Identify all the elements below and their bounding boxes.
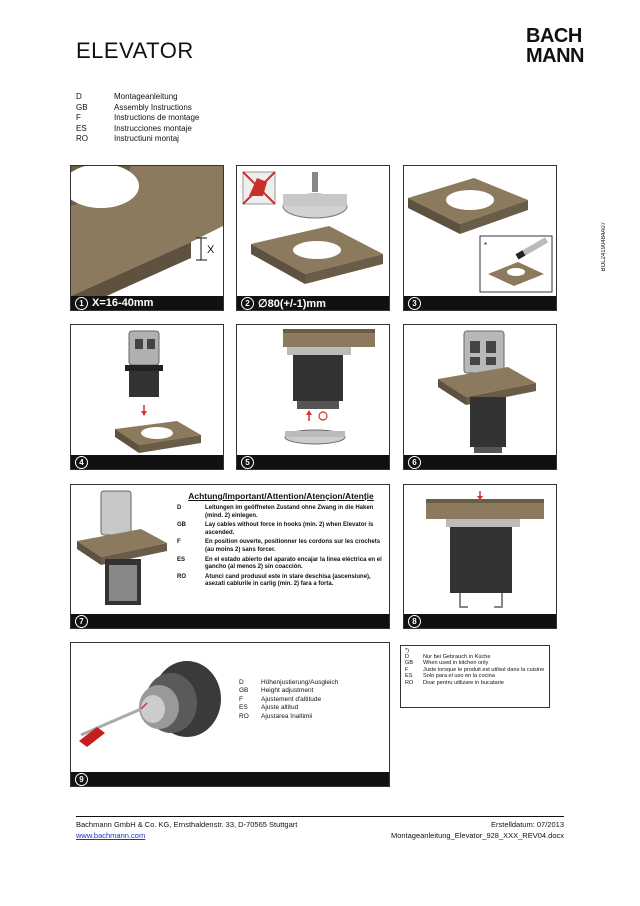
step-number: 3 bbox=[408, 297, 421, 310]
footer-filename: Montageanleitung_Elevator_928_XXX_REV04.docx bbox=[390, 831, 564, 840]
warning-row bbox=[177, 522, 385, 537]
warning-text: Leitungen im geöffneten Zustand ohne Zwang in die Haken (mind. 2) einlegen. bbox=[205, 505, 374, 519]
height-adjustment-block bbox=[239, 679, 338, 721]
step-3-panel bbox=[403, 165, 557, 311]
height-row bbox=[239, 687, 338, 695]
step-7-panel bbox=[70, 484, 390, 629]
underside-view-illustration bbox=[404, 485, 556, 628]
step-2-panel bbox=[236, 165, 390, 311]
height-code: ES bbox=[239, 704, 248, 712]
language-code: ES bbox=[76, 123, 87, 133]
warning-text: Lay cables without force in hooks (min. 2) when Elevator is ascended. bbox=[205, 522, 374, 536]
height-row bbox=[239, 713, 338, 721]
bachmann-logo bbox=[526, 26, 584, 66]
step-9-bar bbox=[71, 772, 389, 786]
warning-code: D bbox=[177, 505, 182, 511]
step-2-bar bbox=[237, 296, 389, 310]
height-text: Ajuste altitud bbox=[261, 704, 299, 712]
logo-line-2: MANN bbox=[526, 45, 584, 67]
warning-code: ES bbox=[177, 556, 186, 563]
note-row bbox=[405, 680, 545, 686]
step-1-bar bbox=[71, 296, 223, 310]
warning-row bbox=[177, 539, 385, 554]
step-8-panel bbox=[403, 484, 557, 629]
note-text: Nur bei Gebrauch in Küche bbox=[423, 654, 491, 660]
language-code: D bbox=[76, 92, 82, 101]
note-star: *) bbox=[405, 648, 410, 654]
kitchen-note-marker: * bbox=[484, 241, 488, 250]
note-code: RO bbox=[405, 679, 414, 686]
step-number: 2 bbox=[241, 297, 254, 310]
height-code: D bbox=[239, 679, 244, 686]
kitchen-note-box bbox=[400, 645, 550, 708]
language-code: RO bbox=[76, 134, 88, 144]
step-5-panel bbox=[236, 324, 390, 470]
language-label: Instructiuni montaj bbox=[114, 134, 179, 144]
language-label: Assembly Instructions bbox=[114, 102, 192, 112]
language-row bbox=[76, 113, 199, 124]
note-code: GB bbox=[405, 660, 414, 667]
step-5-bar bbox=[237, 455, 389, 469]
height-adjustment-illustration bbox=[71, 643, 241, 773]
step-number: 8 bbox=[408, 615, 421, 628]
step-4-bar bbox=[71, 455, 223, 469]
warning-block bbox=[177, 491, 385, 591]
height-text: Height adjustment bbox=[261, 687, 314, 695]
fix-ring-illustration bbox=[237, 325, 389, 469]
step-number: 9 bbox=[75, 773, 88, 786]
cable-hooks-illustration bbox=[71, 485, 181, 615]
warning-text: En position ouverte, positionner les cordons sur les crochets (au moins 2) sans forcer. bbox=[205, 539, 381, 553]
step-4-panel bbox=[70, 324, 224, 470]
warning-text: En el estado abierto del aparato encajar la linea eléctrica en el gancho (al menos 2) sin coacción. bbox=[205, 556, 382, 571]
worktop-edge-illustration bbox=[71, 166, 223, 310]
thickness-marker: X bbox=[207, 244, 215, 256]
step-3-bar bbox=[404, 296, 556, 310]
step-number: 4 bbox=[75, 456, 88, 469]
document-title: ELEVATOR bbox=[76, 38, 194, 63]
step-number: 5 bbox=[241, 456, 254, 469]
step-6-panel bbox=[403, 324, 557, 470]
step-8-bar bbox=[404, 614, 556, 628]
footer-website-link[interactable]: www.bachmann.com bbox=[76, 831, 146, 840]
step-caption: X=16-40mm bbox=[92, 297, 154, 309]
footer-rule bbox=[76, 816, 564, 817]
note-text: When used in kitchen only bbox=[423, 660, 489, 667]
height-row bbox=[239, 696, 338, 704]
footer-company: Bachmann GmbH & Co. KG, Ernsthaldenstr. 33, D-70565 Stuttgart bbox=[76, 820, 298, 829]
height-code: RO bbox=[239, 712, 249, 720]
warning-row bbox=[177, 557, 385, 572]
language-code: F bbox=[76, 113, 81, 123]
language-row bbox=[76, 103, 199, 114]
height-text: Höhenjustierung/Ausgleich bbox=[261, 679, 339, 686]
logo-line-1: BACH bbox=[526, 25, 582, 47]
note-code: ES bbox=[405, 673, 413, 680]
warning-title: Achtung/Important/Attention/Atençion/Atenție bbox=[188, 491, 374, 501]
height-text: Ajustarea înaltimii bbox=[261, 712, 313, 720]
step-number: 1 bbox=[75, 297, 88, 310]
warning-code: RO bbox=[177, 573, 186, 580]
step-1-panel bbox=[70, 165, 224, 311]
note-text: Solo para el uso en la cocina bbox=[423, 673, 495, 680]
note-text: Juste lorsque le produit est utilisé dans la cuisine bbox=[423, 666, 545, 673]
language-label: Montageanleitung bbox=[114, 92, 178, 101]
height-row bbox=[239, 679, 338, 687]
step-7-bar bbox=[71, 614, 389, 628]
language-row bbox=[76, 124, 199, 135]
height-code: GB bbox=[239, 687, 249, 695]
warning-row bbox=[177, 574, 385, 589]
note-text: Doar pentru utilizare in bucatarie bbox=[423, 679, 504, 686]
document-side-code: BOL24190484A07 bbox=[601, 222, 607, 272]
language-list bbox=[76, 92, 199, 145]
step-number: 7 bbox=[75, 615, 88, 628]
warning-row bbox=[177, 505, 385, 520]
step-9-panel bbox=[70, 642, 390, 787]
step-number: 6 bbox=[408, 456, 421, 469]
jigsaw-and-cutout-illustration bbox=[237, 166, 389, 310]
height-code: F bbox=[239, 695, 243, 703]
warning-text: Atunci cand produsul este in stare deschisa (ascensiune), asezati cablurile in carlig (min. 2) fara a forta. bbox=[205, 573, 371, 588]
insert-elevator-illustration bbox=[71, 325, 223, 469]
installed-elevator-illustration bbox=[404, 325, 556, 469]
warning-code: GB bbox=[177, 522, 186, 529]
height-text: Ajustement d'altitude bbox=[261, 695, 322, 703]
sealing-edges-illustration bbox=[404, 166, 556, 310]
language-row bbox=[76, 92, 199, 103]
language-label: Instrucciones montaje bbox=[114, 123, 192, 133]
footer-date: Erstelldatum: 07/2013 bbox=[491, 820, 564, 829]
height-row bbox=[239, 704, 338, 712]
warning-code: F bbox=[177, 539, 181, 546]
step-6-bar bbox=[404, 455, 556, 469]
note-code: F bbox=[405, 666, 409, 673]
language-label: Instructions de montage bbox=[114, 113, 200, 123]
language-code: GB bbox=[76, 102, 88, 112]
step-caption: ∅80(+/-1)mm bbox=[258, 297, 326, 310]
note-code: D bbox=[405, 654, 410, 660]
language-row bbox=[76, 134, 199, 145]
